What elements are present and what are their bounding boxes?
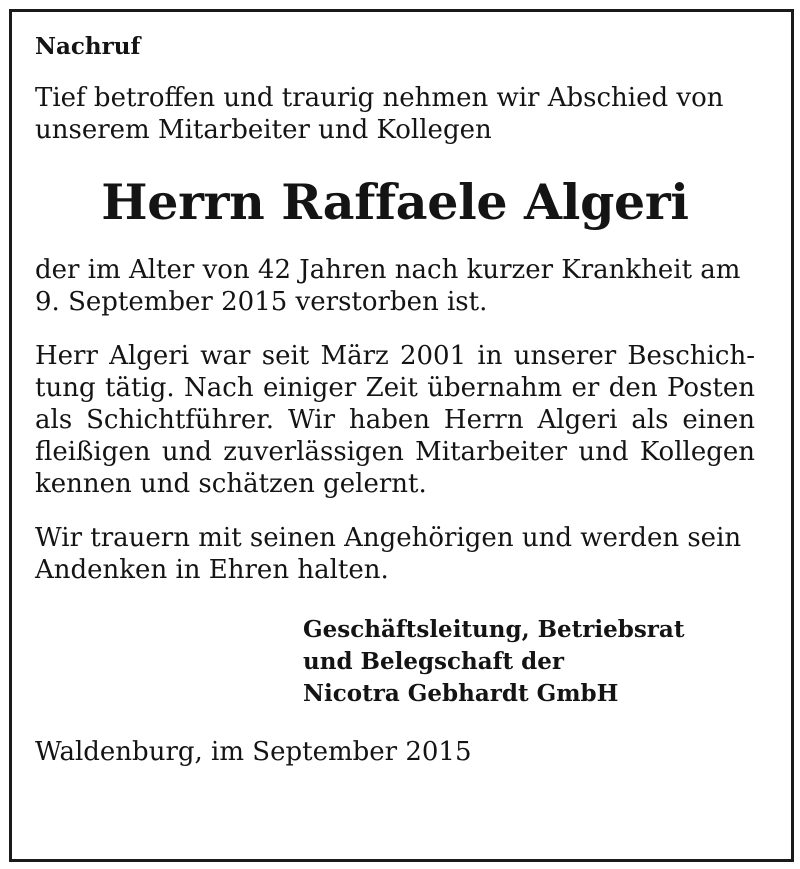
signature-line: und Belegschaft der xyxy=(303,648,564,675)
career-paragraph: Herr Algeri war seit März 2001 in unserer Beschichtung tätig. Nach einiger Zeit übernahm er den Posten als Schichtführer. Wir haben Herrn Algeri als einen fleißigen und zuverlässigen Mitarbeiter und Kollegen kennen und schätzen gelernt. xyxy=(35,341,755,499)
deceased-name: Herrn Raffaele Algeri xyxy=(101,173,689,231)
intro-paragraph: Tief betroffen und traurig nehmen wir Abschied von unserem Mitarbeiter und Kollegen xyxy=(35,83,724,145)
signature-block xyxy=(303,614,755,710)
notice-heading: Nachruf xyxy=(35,33,141,60)
signature-line: Nicotra Gebhardt GmbH xyxy=(303,680,619,707)
place-date: Waldenburg, im September 2015 xyxy=(35,737,472,767)
mourning-paragraph: Wir trauern mit seinen Angehörigen und werden sein Andenken in Ehren halten. xyxy=(35,523,742,585)
obituary-notice xyxy=(35,32,755,794)
age-paragraph: der im Alter von 42 Jahren nach kurzer Krankheit am 9. September 2015 verstorben ist. xyxy=(35,255,741,317)
signature-line: Geschäftsleitung, Betriebsrat xyxy=(303,616,685,643)
